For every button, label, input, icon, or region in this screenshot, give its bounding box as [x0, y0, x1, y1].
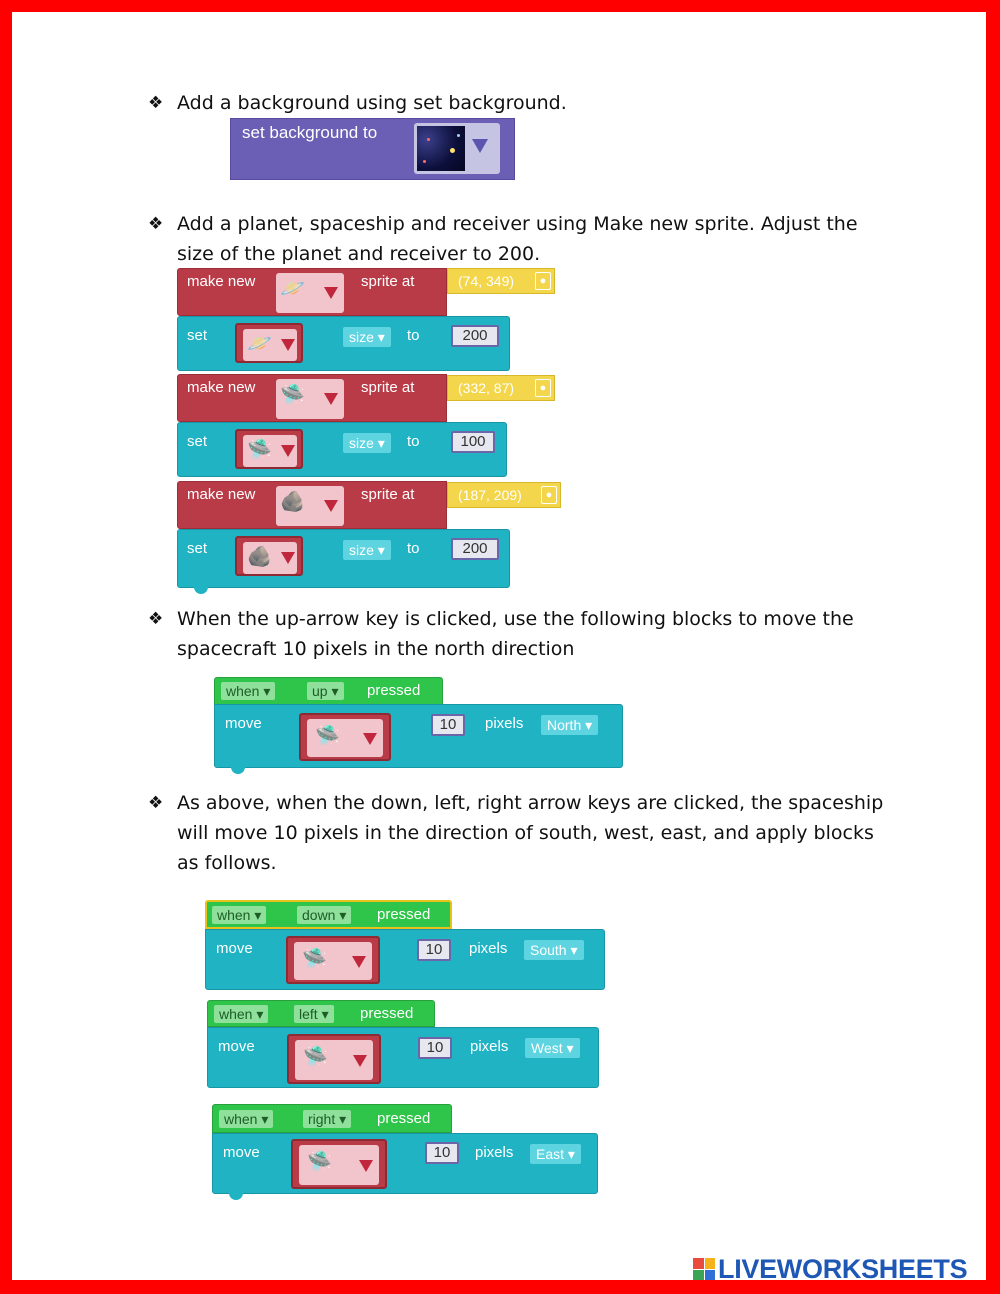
- set-size-block[interactable]: [177, 529, 510, 588]
- instruction-text: Add a background using set background.: [177, 92, 567, 114]
- property-dropdown[interactable]: size ▾: [343, 433, 391, 453]
- sprite-picker[interactable]: [276, 379, 344, 419]
- direction-dropdown[interactable]: North ▾: [541, 715, 598, 735]
- dropdown-arrow-icon: [324, 500, 338, 512]
- sprite-picker[interactable]: [235, 323, 303, 363]
- dropdown-arrow-icon: [472, 139, 488, 153]
- make-new-sprite-block[interactable]: [177, 374, 447, 422]
- logo-text: LIVEWORKSHEETS: [718, 1253, 968, 1284]
- instruction-2: [148, 209, 888, 269]
- block-label: to: [407, 327, 420, 344]
- key-dropdown[interactable]: left ▾: [294, 1005, 334, 1023]
- dropdown-arrow-icon: [363, 733, 377, 745]
- asteroid-icon: 🪨: [280, 491, 305, 513]
- block-label: move: [218, 1038, 255, 1055]
- block-label: make new: [187, 486, 256, 503]
- dropdown-arrow-icon: [359, 1160, 373, 1172]
- set-size-block[interactable]: [177, 316, 510, 371]
- sprite-picker[interactable]: [286, 936, 380, 984]
- block-label: make new: [187, 379, 256, 396]
- spaceship-icon: 🛸: [307, 1151, 332, 1173]
- pixels-value-input[interactable]: 10: [418, 1037, 452, 1059]
- block-label: make new: [187, 273, 256, 290]
- asteroid-icon: 🪨: [247, 546, 272, 568]
- when-dropdown[interactable]: when ▾: [219, 1110, 273, 1128]
- bullet-icon: ❖: [148, 609, 164, 629]
- location-pin-icon[interactable]: ●: [535, 272, 551, 290]
- when-dropdown[interactable]: when ▾: [212, 906, 266, 924]
- block-label: pressed: [377, 1110, 431, 1127]
- block-label: to: [407, 540, 420, 557]
- key-dropdown[interactable]: right ▾: [303, 1110, 351, 1128]
- spaceship-icon: 🛸: [303, 1046, 328, 1068]
- when-dropdown[interactable]: when ▾: [221, 682, 275, 700]
- dropdown-arrow-icon: [281, 552, 295, 564]
- spaceship-icon: 🛸: [247, 439, 272, 461]
- property-dropdown[interactable]: size ▾: [343, 327, 391, 347]
- coordinate-value: (332, 87): [458, 380, 515, 396]
- background-picker[interactable]: [414, 123, 500, 174]
- spaceship-icon: 🛸: [302, 948, 327, 970]
- set-background-block[interactable]: [230, 118, 515, 180]
- block-label: pressed: [377, 906, 431, 923]
- block-label: set background to: [242, 123, 378, 142]
- block-label: pixels: [485, 715, 524, 732]
- when-key-pressed-hat[interactable]: [214, 677, 443, 705]
- spaceship-icon: 🛸: [315, 725, 340, 747]
- move-block[interactable]: [214, 704, 623, 768]
- pixels-value-input[interactable]: 10: [425, 1142, 459, 1164]
- block-label: to: [407, 433, 420, 450]
- block-label: set: [187, 540, 208, 557]
- sprite-picker[interactable]: [235, 429, 303, 469]
- pixels-value-input[interactable]: 10: [431, 714, 465, 736]
- coordinate-value: (74, 349): [458, 273, 515, 289]
- coordinate-input[interactable]: [447, 268, 555, 294]
- location-pin-icon[interactable]: ●: [541, 486, 557, 504]
- block-label: sprite at: [361, 379, 415, 396]
- space-background-thumbnail: [417, 126, 465, 171]
- make-new-sprite-block[interactable]: [177, 268, 447, 316]
- direction-dropdown[interactable]: South ▾: [524, 940, 584, 960]
- block-label: move: [225, 715, 262, 732]
- property-dropdown[interactable]: size ▾: [343, 540, 391, 560]
- dropdown-arrow-icon: [352, 956, 366, 968]
- sprite-picker[interactable]: [299, 713, 391, 761]
- dropdown-arrow-icon: [324, 287, 338, 299]
- direction-dropdown[interactable]: East ▾: [530, 1144, 581, 1164]
- make-new-sprite-block[interactable]: [177, 481, 447, 529]
- logo-grid-icon: [693, 1258, 715, 1280]
- size-value-input[interactable]: 100: [451, 431, 495, 453]
- when-key-pressed-hat[interactable]: [207, 1000, 435, 1027]
- coordinate-value: (187, 209): [458, 487, 522, 503]
- dropdown-arrow-icon: [281, 445, 295, 457]
- key-dropdown[interactable]: up ▾: [307, 682, 344, 700]
- bullet-icon: ❖: [148, 93, 164, 113]
- sprite-picker[interactable]: [291, 1139, 387, 1189]
- instruction-text: Add a planet, spaceship and receiver using Make new sprite. Adjust the size of the planet and receiver to 200.: [177, 213, 858, 265]
- set-size-block[interactable]: [177, 422, 507, 477]
- spaceship-icon: 🛸: [280, 384, 305, 406]
- size-value-input[interactable]: 200: [451, 325, 499, 347]
- instruction-4: [148, 788, 888, 878]
- key-dropdown[interactable]: down ▾: [297, 906, 351, 924]
- block-label: pressed: [360, 1005, 414, 1022]
- pixels-value-input[interactable]: 10: [417, 939, 451, 961]
- dropdown-arrow-icon: [353, 1055, 367, 1067]
- instruction-text: As above, when the down, left, right arrow keys are clicked, the spaceship will move 10 pixels in the direction of south, west, east, and apply blocks as follows.: [177, 792, 884, 874]
- bullet-icon: ❖: [148, 793, 164, 813]
- coordinate-input[interactable]: [447, 482, 561, 508]
- move-block[interactable]: [205, 929, 605, 990]
- block-label: set: [187, 433, 208, 450]
- block-label: sprite at: [361, 486, 415, 503]
- block-label: sprite at: [361, 273, 415, 290]
- instruction-1: [148, 88, 888, 118]
- block-label: set: [187, 327, 208, 344]
- block-label: move: [216, 940, 253, 957]
- dropdown-arrow-icon: [324, 393, 338, 405]
- move-block[interactable]: [207, 1027, 599, 1088]
- block-label: move: [223, 1144, 260, 1161]
- bullet-icon: ❖: [148, 214, 164, 234]
- direction-dropdown[interactable]: West ▾: [525, 1038, 580, 1058]
- location-pin-icon[interactable]: ●: [535, 379, 551, 397]
- when-key-pressed-hat[interactable]: [205, 900, 452, 929]
- dropdown-arrow-icon: [281, 339, 295, 351]
- planet-icon: 🪐: [280, 278, 305, 300]
- sprite-picker[interactable]: [276, 486, 344, 526]
- block-label: pixels: [469, 940, 508, 957]
- sprite-picker[interactable]: [287, 1034, 381, 1084]
- move-block[interactable]: [212, 1133, 598, 1194]
- when-dropdown[interactable]: when ▾: [214, 1005, 268, 1023]
- instruction-3: [148, 604, 888, 664]
- coordinate-input[interactable]: [447, 375, 555, 401]
- block-label: pressed: [367, 682, 421, 699]
- when-key-pressed-hat[interactable]: [212, 1104, 452, 1133]
- sprite-picker[interactable]: [276, 273, 344, 313]
- liveworksheets-logo: [693, 1254, 967, 1284]
- planet-icon: 🪐: [247, 333, 272, 355]
- instruction-text: When the up-arrow key is clicked, use the following blocks to move the spacecraft 10 pixels in the north direction: [177, 608, 854, 660]
- block-label: pixels: [470, 1038, 509, 1055]
- size-value-input[interactable]: 200: [451, 538, 499, 560]
- block-label: pixels: [475, 1144, 514, 1161]
- sprite-picker[interactable]: [235, 536, 303, 576]
